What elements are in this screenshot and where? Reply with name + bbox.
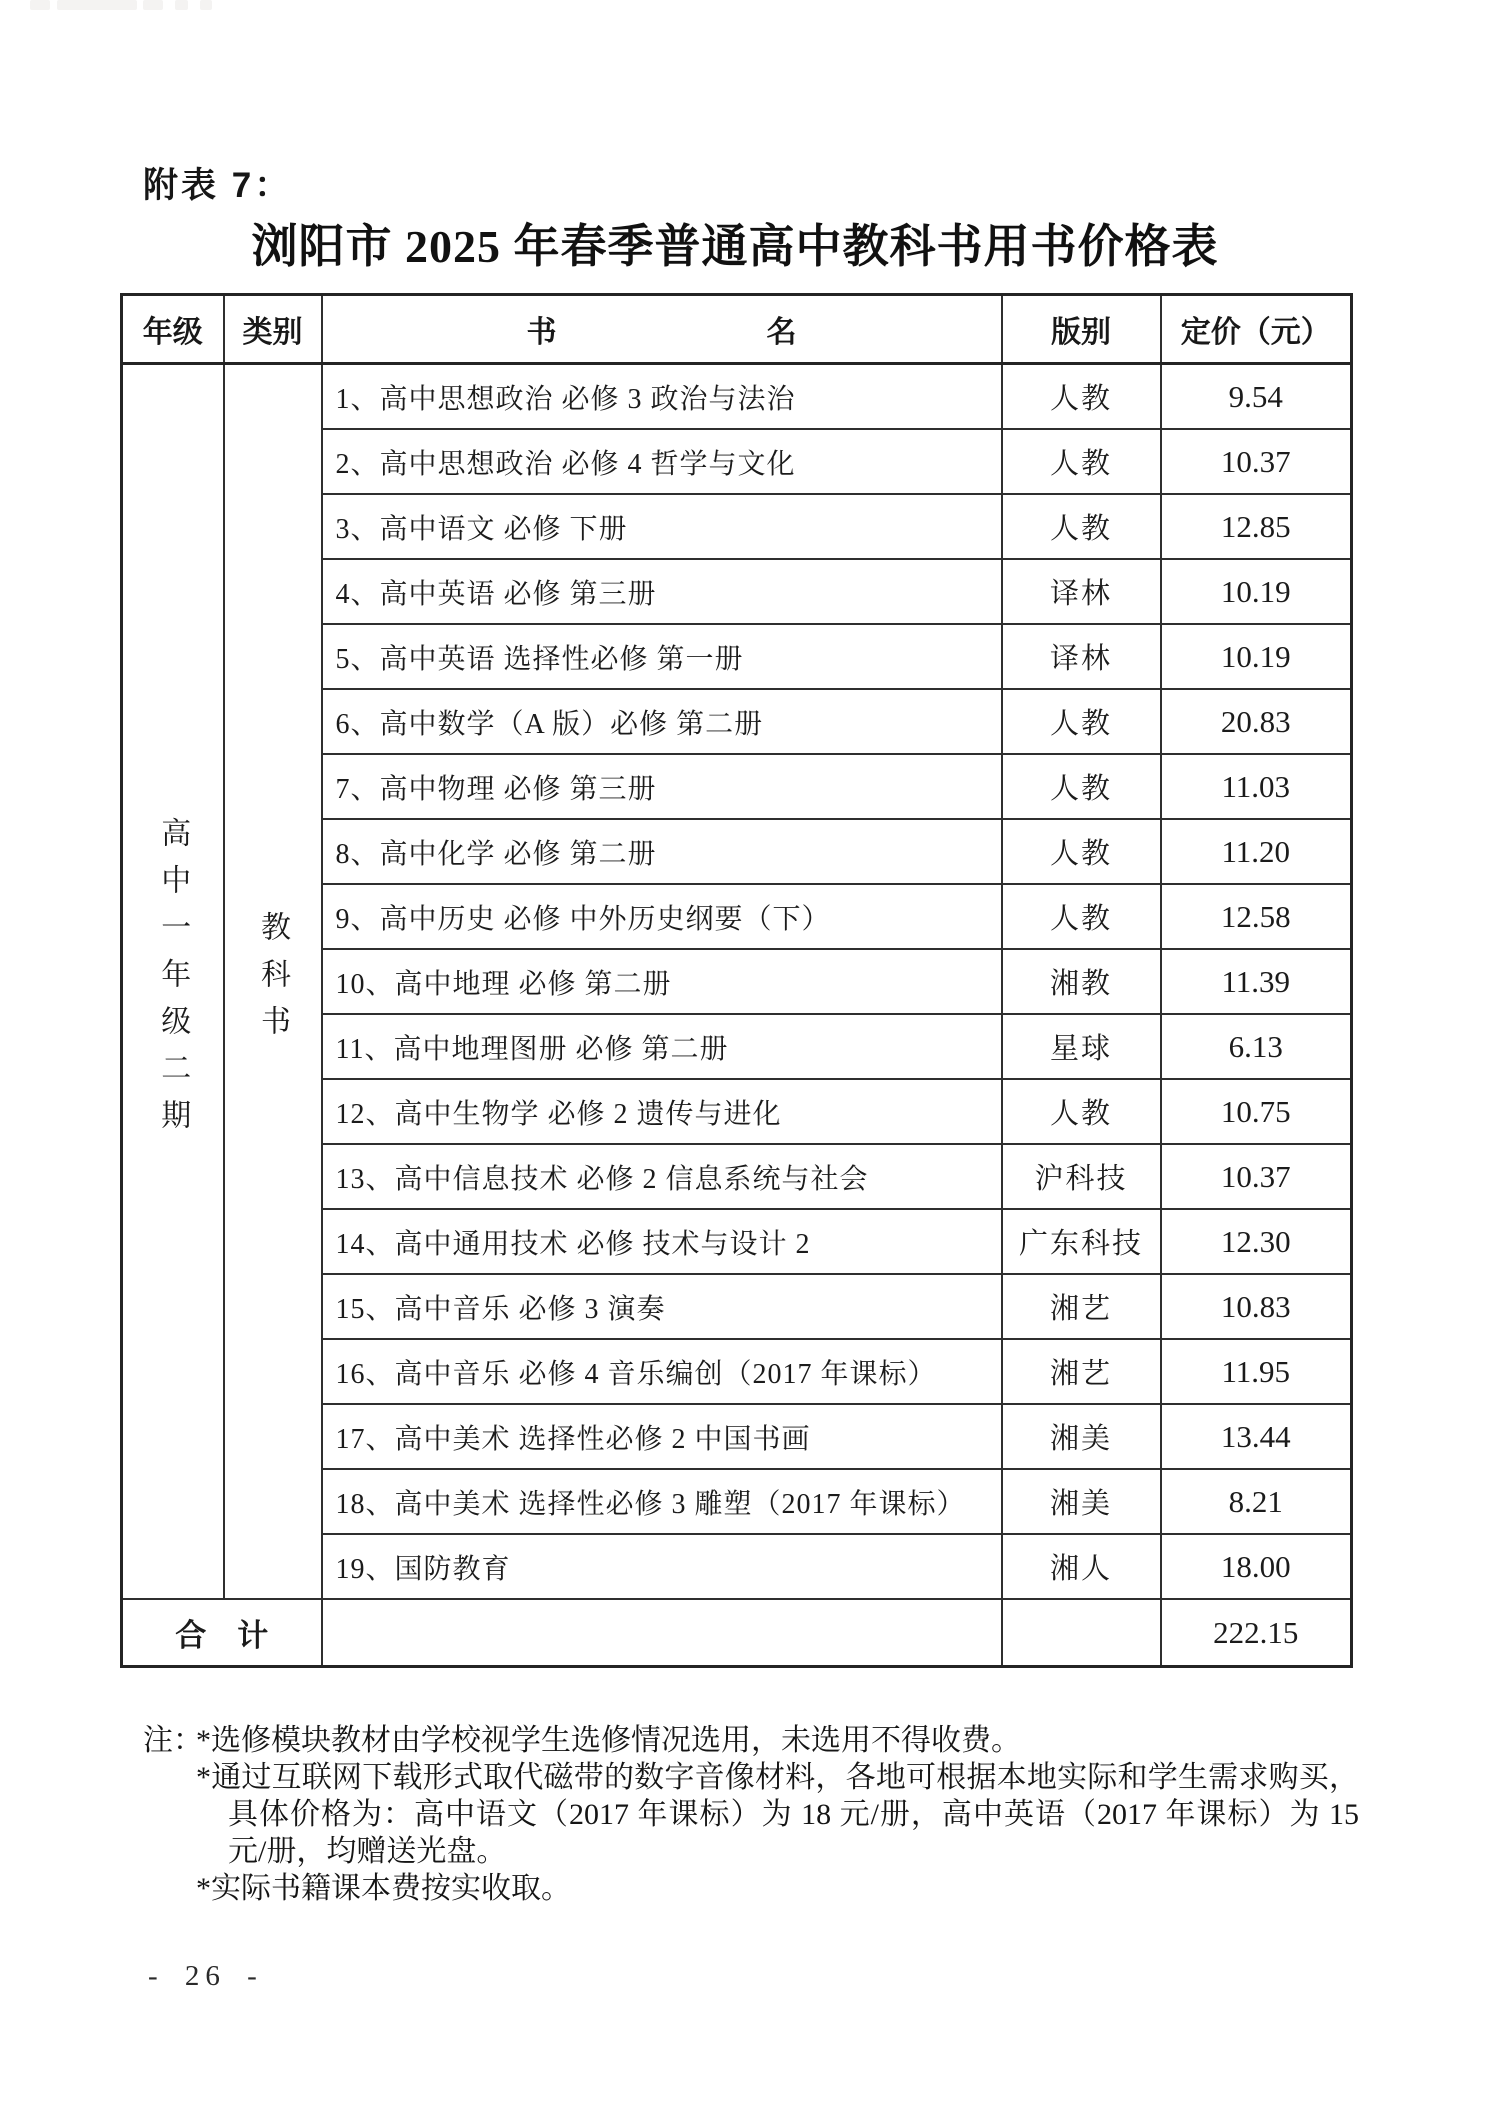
edition-cell: 人教 <box>1002 754 1161 819</box>
scan-artifact <box>200 0 212 10</box>
total-row <box>122 1599 1352 1667</box>
price-cell: 18.00 <box>1161 1534 1352 1599</box>
book-name-cell: 9、高中历史 必修 中外历史纲要（下） <box>322 884 1002 949</box>
note-item: *通过互联网下载形式取代磁带的数字音像材料，各地可根据本地实际和学生需求购买，具体价格为：高中语文（2017 年课标）为 18 元/册，高中英语（2017 年课标）为 15 元/册，均赠送光盘。 <box>196 1761 1359 1868</box>
edition-cell: 广东科技 <box>1002 1209 1161 1274</box>
category-group-cell <box>224 364 322 1600</box>
edition-cell: 湘教 <box>1002 949 1161 1014</box>
book-name-cell: 1、高中思想政治 必修 3 政治与法治 <box>322 364 1002 430</box>
book-name-cell: 15、高中音乐 必修 3 演奏 <box>322 1274 1002 1339</box>
book-name-cell: 12、高中生物学 必修 2 遗传与进化 <box>322 1079 1002 1144</box>
table-row <box>122 364 1352 430</box>
price-cell: 11.95 <box>1161 1339 1352 1404</box>
book-name-cell: 16、高中音乐 必修 4 音乐编创（2017 年课标） <box>322 1339 1002 1404</box>
grade-group-text: 高中一年级二期 <box>156 817 190 1146</box>
table-header-row <box>122 295 1352 364</box>
book-name-cell: 7、高中物理 必修 第三册 <box>322 754 1002 819</box>
price-table <box>120 293 1353 1668</box>
price-cell: 9.54 <box>1161 364 1352 430</box>
total-bookname-cell <box>322 1599 1002 1667</box>
total-price-cell: 222.15 <box>1161 1599 1352 1667</box>
category-group-text: 教科书 <box>256 911 289 1052</box>
book-name-cell: 3、高中语文 必修 下册 <box>322 494 1002 559</box>
edition-cell: 人教 <box>1002 364 1161 430</box>
edition-cell: 人教 <box>1002 884 1161 949</box>
total-label-cell: 合 计 <box>122 1599 322 1667</box>
book-name-cell: 5、高中英语 选择性必修 第一册 <box>322 624 1002 689</box>
notes-section <box>143 1722 1359 1907</box>
price-cell: 20.83 <box>1161 689 1352 754</box>
price-cell: 12.30 <box>1161 1209 1352 1274</box>
book-name-cell: 14、高中通用技术 必修 技术与设计 2 <box>322 1209 1002 1274</box>
total-edition-cell <box>1002 1599 1161 1667</box>
header-category: 类别 <box>224 295 322 364</box>
price-cell: 10.37 <box>1161 429 1352 494</box>
notes-label: 注： <box>143 1724 203 1757</box>
edition-cell: 湘人 <box>1002 1534 1161 1599</box>
price-cell: 10.75 <box>1161 1079 1352 1144</box>
scan-artifact <box>143 0 163 10</box>
edition-cell: 湘美 <box>1002 1469 1161 1534</box>
edition-cell: 星球 <box>1002 1014 1161 1079</box>
price-cell: 13.44 <box>1161 1404 1352 1469</box>
header-edition: 版别 <box>1002 295 1161 364</box>
header-price: 定价（元） <box>1161 295 1352 364</box>
price-cell: 10.37 <box>1161 1144 1352 1209</box>
book-name-cell: 6、高中数学（A 版）必修 第二册 <box>322 689 1002 754</box>
page-number: - 26 - <box>148 1960 263 1992</box>
header-book-name: 书 名 <box>322 295 1002 364</box>
price-cell: 8.21 <box>1161 1469 1352 1534</box>
edition-cell: 人教 <box>1002 819 1161 884</box>
edition-cell: 湘艺 <box>1002 1274 1161 1339</box>
edition-cell: 译林 <box>1002 559 1161 624</box>
book-name-cell: 10、高中地理 必修 第二册 <box>322 949 1002 1014</box>
edition-cell: 人教 <box>1002 689 1161 754</box>
price-cell: 10.19 <box>1161 559 1352 624</box>
scan-artifact <box>30 0 50 10</box>
book-name-cell: 11、高中地理图册 必修 第二册 <box>322 1014 1002 1079</box>
book-name-cell: 19、国防教育 <box>322 1534 1002 1599</box>
page-title: 浏阳市 2025 年春季普通高中教科书用书价格表 <box>251 221 1219 272</box>
price-cell: 12.85 <box>1161 494 1352 559</box>
book-name-cell: 4、高中英语 必修 第三册 <box>322 559 1002 624</box>
edition-cell: 人教 <box>1002 1079 1161 1144</box>
price-cell: 12.58 <box>1161 884 1352 949</box>
scan-artifact <box>175 0 188 10</box>
edition-cell: 沪科技 <box>1002 1144 1161 1209</box>
edition-cell: 湘美 <box>1002 1404 1161 1469</box>
book-name-cell: 13、高中信息技术 必修 2 信息系统与社会 <box>322 1144 1002 1209</box>
price-cell: 11.03 <box>1161 754 1352 819</box>
note-item: *选修模块教材由学校视学生选修情况选用，未选用不得收费。 <box>196 1724 1021 1757</box>
edition-cell: 人教 <box>1002 494 1161 559</box>
price-cell: 10.19 <box>1161 624 1352 689</box>
note-item: *实际书籍课本费按实收取。 <box>196 1872 571 1905</box>
grade-group-cell <box>122 364 224 1600</box>
price-cell: 11.39 <box>1161 949 1352 1014</box>
price-cell: 6.13 <box>1161 1014 1352 1079</box>
header-grade: 年级 <box>122 295 224 364</box>
edition-cell: 译林 <box>1002 624 1161 689</box>
edition-cell: 湘艺 <box>1002 1339 1161 1404</box>
appendix-label: 附表 7： <box>143 166 293 205</box>
price-cell: 11.20 <box>1161 819 1352 884</box>
scan-artifact <box>57 0 137 10</box>
book-name-cell: 17、高中美术 选择性必修 2 中国书画 <box>322 1404 1002 1469</box>
book-name-cell: 18、高中美术 选择性必修 3 雕塑（2017 年课标） <box>322 1469 1002 1534</box>
table-body <box>122 364 1352 1600</box>
book-name-cell: 2、高中思想政治 必修 4 哲学与文化 <box>322 429 1002 494</box>
price-cell: 10.83 <box>1161 1274 1352 1339</box>
edition-cell: 人教 <box>1002 429 1161 494</box>
book-name-cell: 8、高中化学 必修 第二册 <box>322 819 1002 884</box>
